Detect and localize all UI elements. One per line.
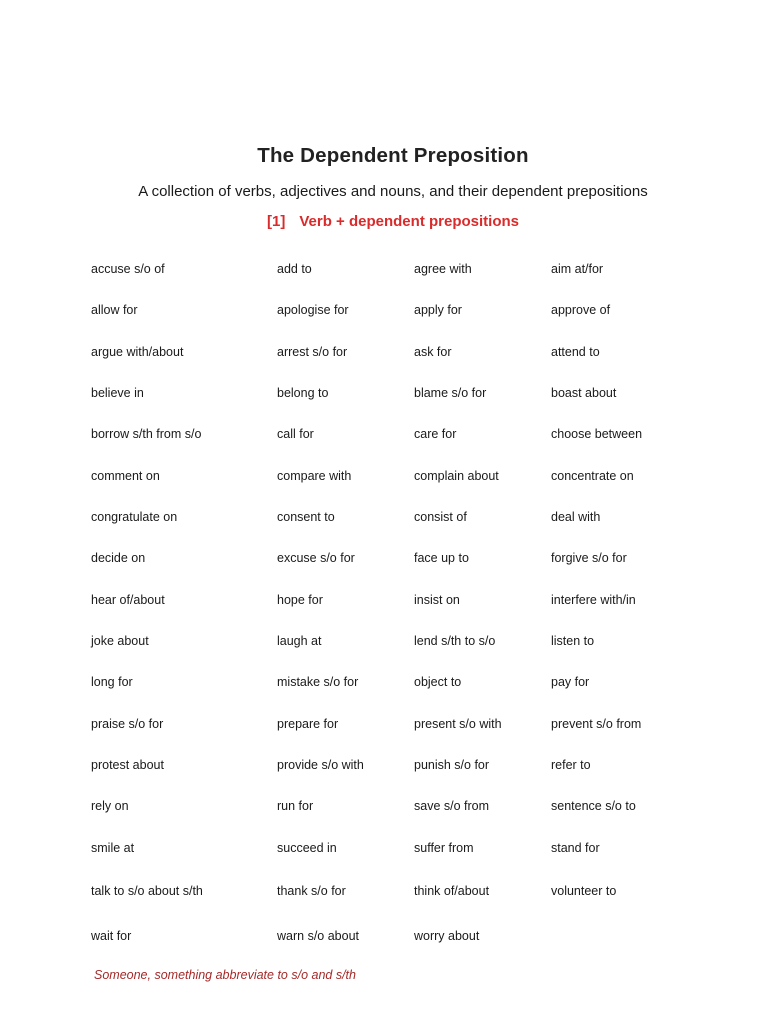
word-cell: joke about — [91, 634, 149, 648]
section-label: Verb + dependent prepositions — [299, 213, 519, 230]
word-cell: stand for — [551, 841, 600, 855]
word-cell: thank s/o for — [277, 884, 346, 898]
word-cell: apply for — [414, 303, 462, 317]
word-cell: wait for — [91, 929, 132, 943]
word-cell: warn s/o about — [277, 929, 359, 943]
word-cell: laugh at — [277, 634, 322, 648]
word-cell: accuse s/o of — [91, 262, 165, 276]
word-cell: provide s/o with — [277, 758, 364, 772]
word-cell: arrest s/o for — [277, 345, 348, 359]
word-cell: refer to — [551, 758, 591, 772]
word-cell: forgive s/o for — [551, 551, 627, 565]
word-cell: add to — [277, 262, 312, 276]
word-cell: belong to — [277, 386, 329, 400]
word-cell: pay for — [551, 675, 590, 689]
word-cell: present s/o with — [414, 717, 502, 731]
word-cell: think of/about — [414, 884, 490, 898]
word-cell: apologise for — [277, 303, 349, 317]
word-cell: consist of — [414, 510, 467, 524]
word-cell: prevent s/o from — [551, 717, 642, 731]
word-cell: praise s/o for — [91, 717, 164, 731]
word-cell: concentrate on — [551, 469, 634, 483]
word-cell: punish s/o for — [414, 758, 490, 772]
word-cell: agree with — [414, 262, 472, 276]
word-cell: smile at — [91, 841, 135, 855]
section-number: [1] — [267, 213, 286, 230]
word-cell: allow for — [91, 303, 138, 317]
word-cell: care for — [414, 427, 457, 441]
word-cell: attend to — [551, 345, 600, 359]
word-cell: decide on — [91, 551, 146, 565]
word-cell: ask for — [414, 345, 452, 359]
word-cell: object to — [414, 675, 462, 689]
word-cell: call for — [277, 427, 314, 441]
word-cell: consent to — [277, 510, 335, 524]
word-cell: approve of — [551, 303, 611, 317]
footnote: Someone, something abbreviate to s/o and s/th — [94, 968, 356, 982]
word-cell: hear of/about — [91, 593, 165, 607]
word-cell: sentence s/o to — [551, 799, 636, 813]
word-cell: protest about — [91, 758, 164, 772]
word-cell: long for — [91, 675, 133, 689]
page-subtitle: A collection of verbs, adjectives and nouns, and their dependent prepositions — [138, 183, 648, 200]
page-title: The Dependent Preposition — [257, 144, 529, 167]
word-cell: prepare for — [277, 717, 339, 731]
word-cell: succeed in — [277, 841, 337, 855]
word-cell: blame s/o for — [414, 386, 487, 400]
word-cell: congratulate on — [91, 510, 178, 524]
word-cell: compare with — [277, 469, 352, 483]
word-cell: mistake s/o for — [277, 675, 359, 689]
word-cell: complain about — [414, 469, 499, 483]
word-cell: deal with — [551, 510, 601, 524]
word-cell: face up to — [414, 551, 469, 565]
word-cell: boast about — [551, 386, 617, 400]
word-cell: save s/o from — [414, 799, 490, 813]
word-cell: borrow s/th from s/o — [91, 427, 202, 441]
word-cell: aim at/for — [551, 262, 604, 276]
word-cell: interfere with/in — [551, 593, 636, 607]
word-cell: suffer from — [414, 841, 474, 855]
word-cell: believe in — [91, 386, 144, 400]
word-cell: rely on — [91, 799, 129, 813]
word-cell: insist on — [414, 593, 460, 607]
word-cell: lend s/th to s/o — [414, 634, 496, 648]
word-cell: talk to s/o about s/th — [91, 884, 203, 898]
word-cell: argue with/about — [91, 345, 184, 359]
word-cell: run for — [277, 799, 314, 813]
word-cell: worry about — [414, 929, 480, 943]
word-cell: hope for — [277, 593, 323, 607]
word-cell: excuse s/o for — [277, 551, 355, 565]
word-cell: volunteer to — [551, 884, 617, 898]
word-cell: listen to — [551, 634, 595, 648]
word-cell: choose between — [551, 427, 643, 441]
word-cell: comment on — [91, 469, 160, 483]
